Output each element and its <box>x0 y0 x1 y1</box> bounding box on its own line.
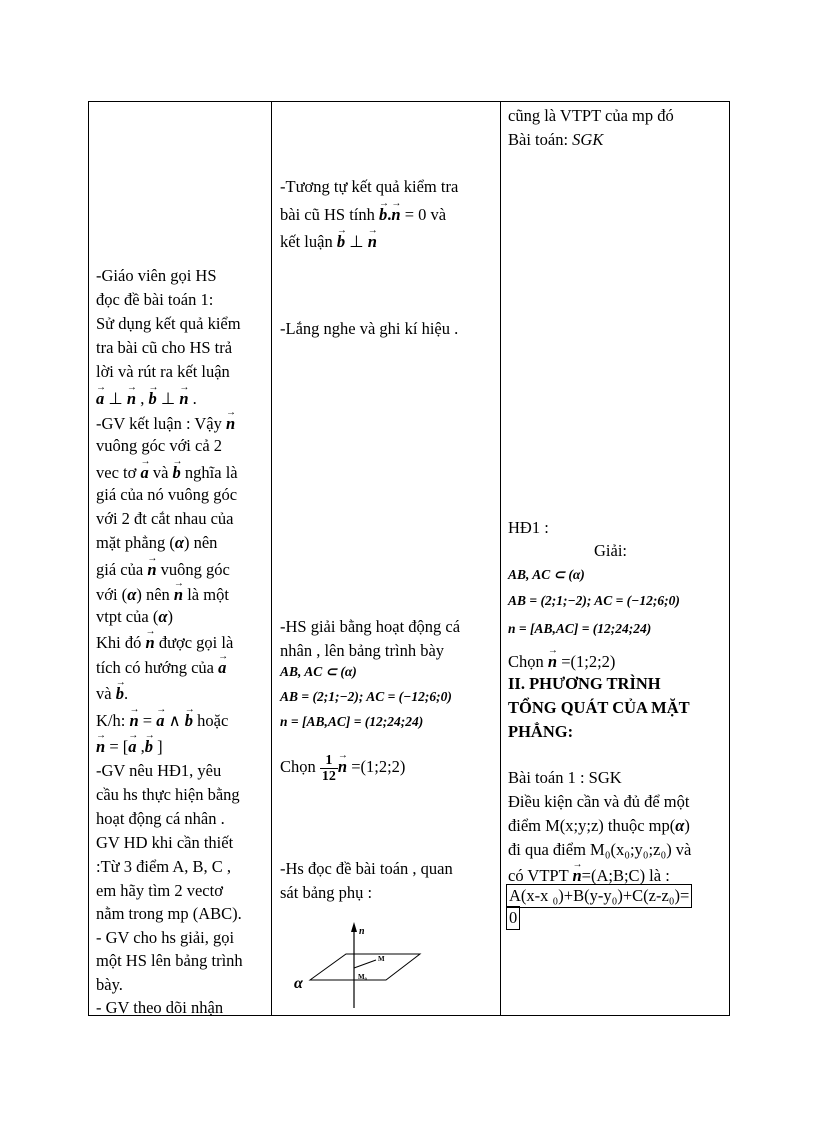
text-line: HĐ1 : <box>508 518 549 537</box>
label-m0: M₀ <box>358 973 367 981</box>
text-line <box>96 629 233 655</box>
fraction-numerator: 1 <box>320 753 338 769</box>
vector-a: → a <box>156 707 164 733</box>
text-fragment: ) <box>684 816 690 835</box>
text-line: cầu hs thực hiện bằng <box>96 785 240 804</box>
text-line <box>96 385 197 411</box>
perp-symbol: ⊥ <box>156 389 180 408</box>
math-line: AB, AC ⊂ (α) <box>508 567 585 582</box>
text-fragment: = [ <box>105 737 129 756</box>
text-fragment: và <box>148 463 173 482</box>
text-fragment: tích có hướng của <box>96 658 219 677</box>
text-fragment: ] <box>153 737 163 756</box>
text-line: sát bảng phụ : <box>280 883 373 902</box>
text-fragment: có VTPT <box>508 866 573 885</box>
segment-m0m <box>354 960 376 968</box>
text-line: đọc đề bài toán 1: <box>96 290 214 309</box>
vector-b: → b <box>337 228 345 254</box>
text-line: - GV theo dõi nhận <box>96 998 224 1017</box>
text-line <box>508 814 690 838</box>
text-fragment: bài cũ HS tính <box>280 205 379 224</box>
text-line: -GV nêu HĐ1, yêu <box>96 761 222 780</box>
arrow-head-icon <box>351 922 357 932</box>
text-line: Sử dụng kết quả kiểm <box>96 314 241 333</box>
vector-n: → n <box>338 750 347 782</box>
section-heading: II. PHƯƠNG TRÌNH <box>508 674 661 693</box>
text-line: -HS giải bằng hoạt động cá <box>280 617 461 636</box>
text-fragment: , <box>136 737 145 756</box>
text-fragment: . <box>123 684 129 703</box>
perp-symbol: ⊥ <box>345 232 368 251</box>
vector-n: → n <box>147 556 156 582</box>
text-fragment: = 0 và <box>400 205 447 224</box>
text-fragment: là một <box>183 585 229 604</box>
text-line: em hãy tìm 2 vectơ <box>96 881 223 900</box>
fraction-denominator: 12 <box>321 768 336 784</box>
separator: , <box>136 389 149 408</box>
teacher-activity-cell <box>89 102 272 1016</box>
text-line: bày. <box>96 975 123 994</box>
text-line <box>280 750 405 784</box>
text-fragment: Chọn <box>508 652 548 671</box>
vector-n: → n <box>96 733 105 759</box>
student-activity-cell <box>272 102 501 1016</box>
vector-a: → a <box>218 654 226 680</box>
lesson-table <box>88 101 730 1016</box>
text-line: vuông góc với cả 2 <box>96 436 223 455</box>
text-fragment: -GV kết luận : Vậy <box>96 414 226 433</box>
text-line <box>96 707 228 733</box>
vector-n: → n <box>179 385 188 411</box>
text-fragment: Khi đó <box>96 633 146 652</box>
alpha-symbol: α <box>158 607 168 626</box>
text-fragment: được gọi là <box>154 633 234 652</box>
text-line: Điều kiện cần và đủ để một <box>508 792 690 811</box>
text-line: -Lắng nghe và ghi kí hiệu . <box>280 319 459 338</box>
text-fragment: vuông góc <box>156 560 230 579</box>
text-line: -Hs đọc đề bài toán , quan <box>280 859 453 878</box>
vector-a: → a <box>140 459 148 485</box>
alpha-symbol: α <box>127 585 137 604</box>
vector-b: → b <box>379 201 387 227</box>
text-line <box>96 459 238 485</box>
text-line <box>96 581 229 607</box>
text-line <box>96 733 163 759</box>
text-line: hoạt động cá nhân . <box>96 809 225 828</box>
alpha-symbol: α <box>675 816 685 835</box>
math-line: n = [AB,AC] = (12;24;24) <box>508 621 652 636</box>
text-fragment: mặt phẳng ( <box>96 533 175 552</box>
vector-b: → b <box>173 459 181 485</box>
math-line: AB = (2;1;−2); AC = (−12;6;0) <box>280 689 452 704</box>
vector-n: → n <box>146 629 155 655</box>
text-line: đi qua điểm M₀(x₀;y₀;z₀) và <box>508 840 692 859</box>
math-line: AB = (2;1;−2); AC = (−12;6;0) <box>508 593 680 608</box>
text-line: Giải: <box>594 541 627 560</box>
text-line: lời và rút ra kết luận <box>96 362 230 381</box>
text-fragment: ) nên <box>183 533 218 552</box>
content-cell <box>501 102 730 1016</box>
vector-a: → a <box>128 733 136 759</box>
vector-n: → n <box>391 201 400 227</box>
text-fragment: ) <box>167 607 173 626</box>
text-fragment: và <box>96 684 116 703</box>
text-fragment: SGK <box>572 130 604 149</box>
text-line: tra bài cũ cho HS trả <box>96 338 233 357</box>
equation-box: A(x-x ₀)+B(y-y₀)+C(z-z₀)= <box>506 884 692 908</box>
label-alpha: α <box>294 975 303 992</box>
text-fragment: giá của <box>96 560 148 579</box>
vector-n: → n <box>174 581 183 607</box>
text-line <box>280 228 377 254</box>
text-line <box>96 556 230 582</box>
equation-box: 0 <box>506 906 520 930</box>
text-fragment: K/h: <box>96 711 130 730</box>
period: . <box>188 389 197 408</box>
wedge-symbol: ∧ <box>164 711 185 730</box>
text-line <box>96 680 128 706</box>
text-line: -Tương tự kết quả kiểm tra <box>280 177 459 196</box>
vector-b: → b <box>116 680 124 706</box>
text-fragment: ) nên <box>136 585 174 604</box>
vector-n: → n <box>548 648 557 674</box>
vector-n: → n <box>572 862 581 888</box>
text-line: nằm trong mp (ABC). <box>96 904 242 923</box>
alpha-symbol: α <box>174 533 184 552</box>
text-fragment: =(1;2;2) <box>557 652 616 671</box>
vector-a: → a <box>96 385 104 411</box>
fraction <box>320 753 338 784</box>
text-line: :Từ 3 điểm A, B, C , <box>96 857 231 876</box>
math-line: n = [AB,AC] = (12;24;24) <box>280 714 424 729</box>
text-line <box>96 410 235 436</box>
text-fragment: với ( <box>96 585 128 604</box>
text-fragment: Bài toán: <box>508 130 573 149</box>
label-m: M <box>378 955 385 963</box>
text-line: một HS lên bảng trình <box>96 951 243 970</box>
text-line: cũng là VTPT của mp đó <box>508 106 674 125</box>
text-line: -Giáo viên gọi HS <box>96 266 217 285</box>
plane-normal-figure <box>278 910 428 1014</box>
text-fragment: nghĩa là <box>180 463 238 482</box>
text-fragment: =(1;2;2) <box>347 757 406 776</box>
text-line: giá của nó vuông góc <box>96 485 238 504</box>
vector-b: → b <box>148 385 156 411</box>
section-heading: PHẲNG: <box>508 722 574 741</box>
vector-n: → n <box>368 228 377 254</box>
math-line: AB, AC ⊂ (α) <box>280 664 357 679</box>
text-line <box>96 605 173 629</box>
text-line: - GV cho hs giải, gọi <box>96 928 235 947</box>
vector-b: → b <box>145 733 153 759</box>
text-fragment: vtpt của ( <box>96 607 159 626</box>
perp-symbol: ⊥ <box>104 389 127 408</box>
text-fragment: =(A;B;C) là : <box>581 866 670 885</box>
vector-n: → n <box>226 410 235 436</box>
text-fragment: Chọn <box>280 757 320 776</box>
text-line: Bài toán 1 : SGK <box>508 768 622 787</box>
text-fragment: hoặc <box>193 711 229 730</box>
text-fragment: kết luận <box>280 232 337 251</box>
vector-n: → n <box>127 385 136 411</box>
text-fragment: điểm M(x;y;z) thuộc mp( <box>508 816 676 835</box>
text-fragment: vec tơ <box>96 463 141 482</box>
vector-b: → b <box>185 707 193 733</box>
text-line: GV HD khi cần thiết <box>96 833 234 852</box>
text-line <box>508 128 603 152</box>
label-n: n <box>359 926 365 937</box>
text-fragment: = <box>138 711 157 730</box>
section-heading: TỔNG QUÁT CỦA MẶT <box>508 698 690 717</box>
dot-symbol: . <box>387 205 392 224</box>
vector-n: → n <box>129 707 138 733</box>
text-line <box>508 648 615 674</box>
text-line: nhân , lên bảng trình bày <box>280 641 445 660</box>
text-line: với 2 đt cắt nhau của <box>96 509 234 528</box>
text-line <box>280 201 446 227</box>
